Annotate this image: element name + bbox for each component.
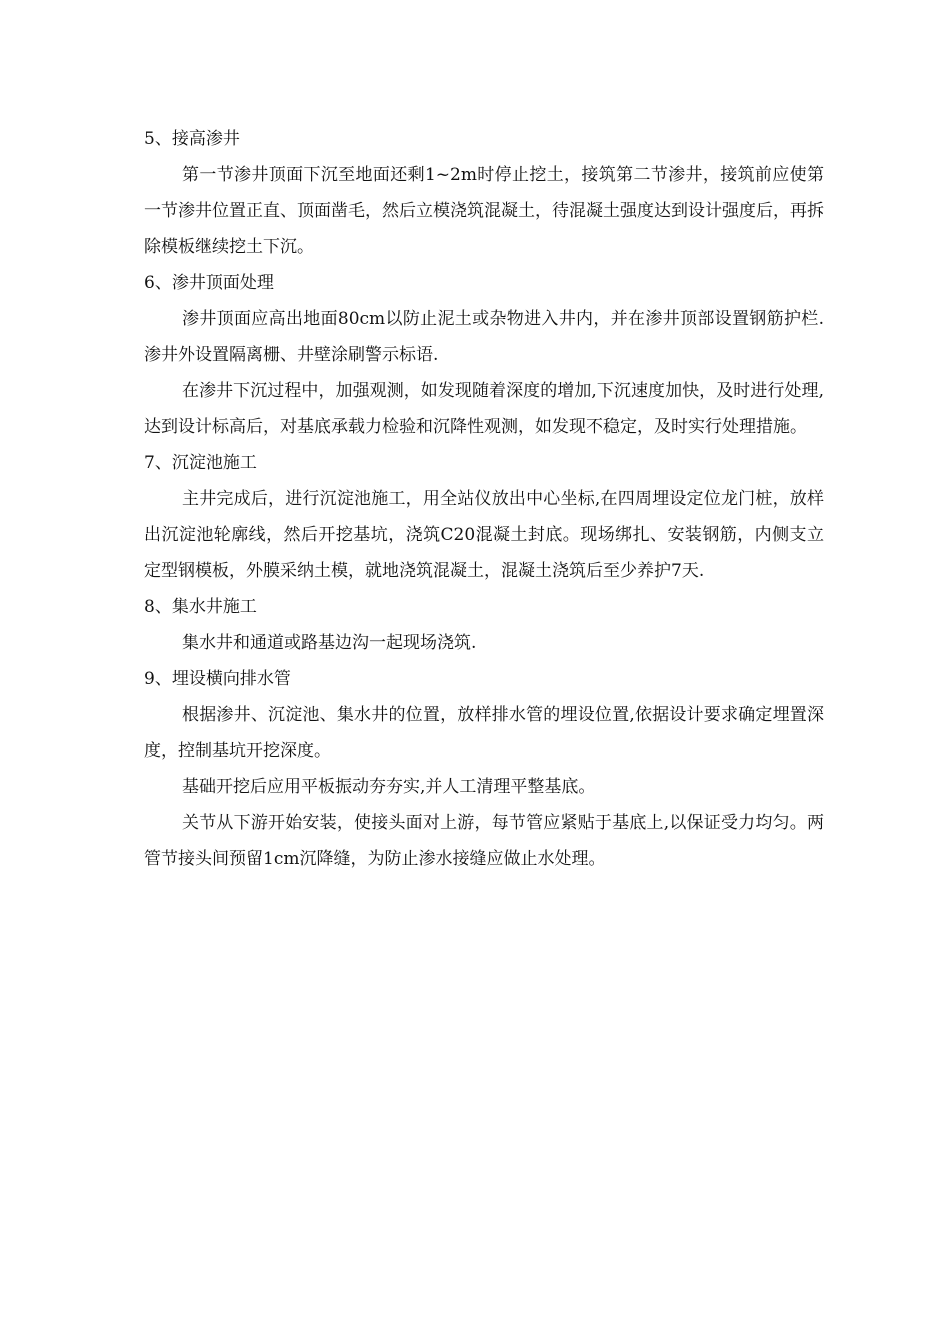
section-9-paragraph-2: 基础开挖后应用平板振动夯夯实,并人工清理平整基底。: [182, 777, 596, 797]
section-9-paragraph-1: 根据渗井、沉淀池、集水井的位置，放样排水管的埋设位置,依据设计要求确定埋置深度，控制基坑开挖深度。: [144, 705, 824, 761]
section-heading-5: 5、接高渗井: [144, 129, 240, 149]
section-heading-7: 7、沉淀池施工: [144, 453, 257, 473]
section-heading-6: 6、渗井顶面处理: [144, 273, 274, 293]
section-heading-9: 9、埋设横向排水管: [144, 669, 291, 689]
section-9-paragraph-3: 关节从下游开始安装，使接头面对上游，每节管应紧贴于基底上,以保证受力均匀。两管节接头间预留1cm沉降缝，为防止渗水接缝应做止水处理。: [144, 813, 824, 869]
section-8-paragraph-1: 集水井和通道或路基边沟一起现场浇筑.: [182, 633, 477, 653]
section-6-paragraph-2: 在渗井下沉过程中，加强观测，如发现随着深度的增加,下沉速度加快，及时进行处理,达到设计标高后，对基底承载力检验和沉降性观测，如发现不稳定，及时实行处理措施。: [144, 381, 824, 437]
section-7-paragraph-1: 主井完成后，进行沉淀池施工，用全站仪放出中心坐标,在四周埋设定位龙门桩，放样出沉淀池轮廓线，然后开挖基坑，浇筑C20混凝土封底。现场绑扎、安装钢筋，内侧支立定型钢模板，外膜采纳土模，就地浇筑混凝土，混凝土浇筑后至少养护7天.: [144, 489, 824, 581]
section-6-paragraph-1: 渗井顶面应高出地面80cm以防止泥土或杂物进入井内，并在渗井顶部设置钢筋护栏.渗井外设置隔离栅、井壁涂刷警示标语.: [144, 309, 824, 365]
document-body: [144, 121, 824, 877]
section-5-paragraph-1: 第一节渗井顶面下沉至地面还剩1~2m时停止挖土，接筑第二节渗井，接筑前应使第一节渗井位置正直、顶面凿毛，然后立模浇筑混凝土，待混凝土强度达到设计强度后，再拆除模板继续挖土下沉。: [144, 165, 824, 257]
section-heading-8: 8、集水井施工: [144, 597, 257, 617]
